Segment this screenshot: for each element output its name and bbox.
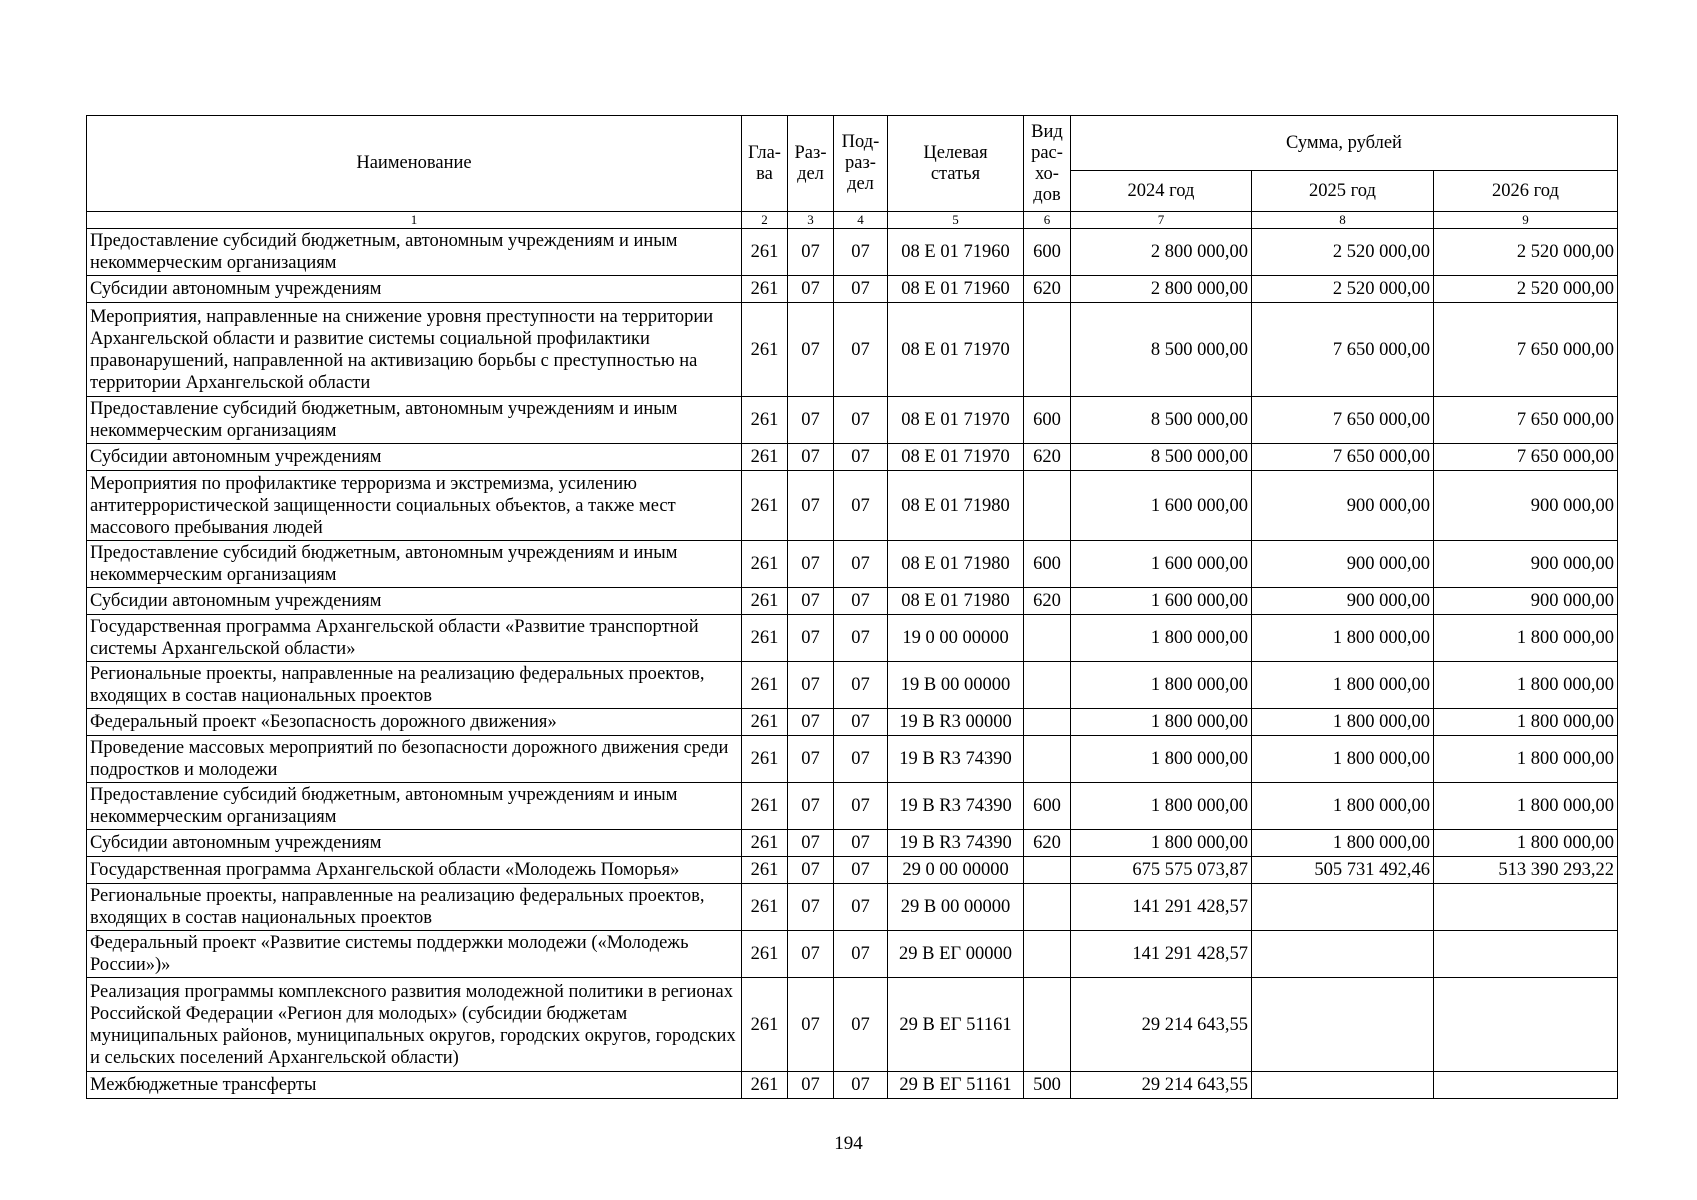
column-number: 6	[1024, 212, 1071, 229]
cell-podrazdel: 07	[834, 541, 888, 588]
page-number: 194	[834, 1133, 863, 1154]
cell-2026: 7 650 000,00	[1434, 444, 1618, 471]
cell-razdel: 07	[788, 662, 834, 709]
cell-razdel: 07	[788, 1072, 834, 1099]
cell-glava: 261	[742, 709, 788, 736]
column-number: 5	[888, 212, 1024, 229]
cell-2026: 1 800 000,00	[1434, 662, 1618, 709]
cell-name: Межбюджетные трансферты	[87, 1072, 742, 1099]
cell-name: Реализация программы комплексного развития молодежной политики в регионах Российской Федерации «Регион для молодых» (субсидии бюджетам муниципальных районов, муниципальных округов, городских округов, городских и сельских поселений Архангельской области)	[87, 978, 742, 1072]
cell-razdel: 07	[788, 444, 834, 471]
cell-2025: 900 000,00	[1252, 471, 1434, 541]
header-2024: 2024 год	[1071, 171, 1252, 212]
header-2025: 2025 год	[1252, 171, 1434, 212]
cell-glava: 261	[742, 931, 788, 978]
cell-2026: 900 000,00	[1434, 588, 1618, 615]
table-row	[87, 1072, 1618, 1099]
cell-vid: 600	[1024, 397, 1071, 444]
cell-name: Предоставление субсидий бюджетным, автономным учреждениям и иным некоммерческим организациям	[87, 397, 742, 444]
table-row	[87, 736, 1618, 783]
column-number: 7	[1071, 212, 1252, 229]
cell-glava: 261	[742, 1072, 788, 1099]
cell-2025: 1 800 000,00	[1252, 709, 1434, 736]
header-2026: 2026 год	[1434, 171, 1618, 212]
cell-glava: 261	[742, 276, 788, 303]
table-row	[87, 709, 1618, 736]
cell-2025: 1 800 000,00	[1252, 783, 1434, 830]
cell-podrazdel: 07	[834, 397, 888, 444]
table-row	[87, 931, 1618, 978]
cell-2024: 141 291 428,57	[1071, 931, 1252, 978]
cell-target: 19 В 00 00000	[888, 662, 1024, 709]
table-row	[87, 615, 1618, 662]
cell-razdel: 07	[788, 541, 834, 588]
cell-2026	[1434, 978, 1618, 1072]
cell-podrazdel: 07	[834, 1072, 888, 1099]
cell-vid: 620	[1024, 588, 1071, 615]
cell-podrazdel: 07	[834, 978, 888, 1072]
cell-name: Субсидии автономным учреждениям	[87, 830, 742, 857]
cell-name: Субсидии автономным учреждениям	[87, 276, 742, 303]
cell-2024: 1 600 000,00	[1071, 471, 1252, 541]
table-row	[87, 662, 1618, 709]
cell-podrazdel: 07	[834, 857, 888, 884]
cell-2025: 1 800 000,00	[1252, 662, 1434, 709]
cell-podrazdel: 07	[834, 736, 888, 783]
cell-razdel: 07	[788, 615, 834, 662]
cell-podrazdel: 07	[834, 709, 888, 736]
cell-name: Федеральный проект «Безопасность дорожного движения»	[87, 709, 742, 736]
cell-glava: 261	[742, 615, 788, 662]
cell-target: 19 В R3 74390	[888, 736, 1024, 783]
cell-2024: 29 214 643,55	[1071, 978, 1252, 1072]
cell-target: 08 Е 01 71980	[888, 588, 1024, 615]
cell-2026: 7 650 000,00	[1434, 397, 1618, 444]
cell-2024: 1 800 000,00	[1071, 662, 1252, 709]
cell-target: 29 В 00 00000	[888, 884, 1024, 931]
cell-podrazdel: 07	[834, 303, 888, 397]
cell-2024: 8 500 000,00	[1071, 303, 1252, 397]
cell-glava: 261	[742, 783, 788, 830]
cell-target: 19 В R3 74390	[888, 783, 1024, 830]
cell-2026: 1 800 000,00	[1434, 709, 1618, 736]
cell-target: 08 Е 01 71960	[888, 276, 1024, 303]
cell-2026: 2 520 000,00	[1434, 276, 1618, 303]
header-razdel: Раз- дел	[788, 116, 834, 212]
cell-target: 19 В R3 00000	[888, 709, 1024, 736]
table-row	[87, 471, 1618, 541]
cell-razdel: 07	[788, 783, 834, 830]
cell-2024: 1 600 000,00	[1071, 541, 1252, 588]
cell-razdel: 07	[788, 830, 834, 857]
cell-glava: 261	[742, 229, 788, 276]
cell-2026	[1434, 931, 1618, 978]
cell-target: 08 Е 01 71980	[888, 471, 1024, 541]
cell-name: Мероприятия, направленные на снижение уровня преступности на территории Архангельской области и развитие системы социальной профилактики правонарушений, направленной на активизацию борьбы с преступностью на территории Архангельской области	[87, 303, 742, 397]
table-row	[87, 978, 1618, 1072]
column-number-row	[87, 212, 1618, 229]
cell-glava: 261	[742, 397, 788, 444]
column-number: 9	[1434, 212, 1618, 229]
cell-name: Мероприятия по профилактике терроризма и экстремизма, усилению антитеррористической защищенности социальных объектов, а также мест массового пребывания людей	[87, 471, 742, 541]
cell-2024: 675 575 073,87	[1071, 857, 1252, 884]
cell-podrazdel: 07	[834, 276, 888, 303]
cell-2024: 8 500 000,00	[1071, 397, 1252, 444]
cell-podrazdel: 07	[834, 471, 888, 541]
cell-2024: 1 800 000,00	[1071, 615, 1252, 662]
cell-glava: 261	[742, 471, 788, 541]
cell-2026: 2 520 000,00	[1434, 229, 1618, 276]
cell-vid: 600	[1024, 541, 1071, 588]
cell-target: 19 В R3 74390	[888, 830, 1024, 857]
cell-2024: 1 800 000,00	[1071, 709, 1252, 736]
cell-vid: 620	[1024, 276, 1071, 303]
cell-2024: 2 800 000,00	[1071, 276, 1252, 303]
cell-2026: 900 000,00	[1434, 471, 1618, 541]
cell-2024: 8 500 000,00	[1071, 444, 1252, 471]
cell-name: Проведение массовых мероприятий по безопасности дорожного движения среди подростков и молодежи	[87, 736, 742, 783]
cell-name: Региональные проекты, направленные на реализацию федеральных проектов, входящих в состав национальных проектов	[87, 662, 742, 709]
cell-2024: 1 800 000,00	[1071, 736, 1252, 783]
cell-2024: 1 600 000,00	[1071, 588, 1252, 615]
header-name: Наименование	[87, 116, 742, 212]
column-number: 3	[788, 212, 834, 229]
column-number: 4	[834, 212, 888, 229]
cell-vid	[1024, 709, 1071, 736]
cell-target: 29 В ЕГ 51161	[888, 1072, 1024, 1099]
cell-2025: 1 800 000,00	[1252, 615, 1434, 662]
table-row	[87, 276, 1618, 303]
cell-podrazdel: 07	[834, 588, 888, 615]
cell-vid	[1024, 736, 1071, 783]
table-body	[87, 229, 1618, 1099]
cell-razdel: 07	[788, 588, 834, 615]
cell-vid	[1024, 978, 1071, 1072]
cell-vid: 500	[1024, 1072, 1071, 1099]
cell-2026: 7 650 000,00	[1434, 303, 1618, 397]
cell-2026: 1 800 000,00	[1434, 615, 1618, 662]
column-number: 2	[742, 212, 788, 229]
cell-2025: 2 520 000,00	[1252, 229, 1434, 276]
cell-vid	[1024, 303, 1071, 397]
cell-2026	[1434, 884, 1618, 931]
cell-vid: 620	[1024, 444, 1071, 471]
table-row	[87, 857, 1618, 884]
cell-target: 08 Е 01 71980	[888, 541, 1024, 588]
table-row	[87, 830, 1618, 857]
cell-razdel: 07	[788, 736, 834, 783]
cell-razdel: 07	[788, 471, 834, 541]
cell-vid	[1024, 931, 1071, 978]
cell-2025	[1252, 931, 1434, 978]
cell-podrazdel: 07	[834, 444, 888, 471]
cell-2025: 2 520 000,00	[1252, 276, 1434, 303]
cell-name: Предоставление субсидий бюджетным, автономным учреждениям и иным некоммерческим организациям	[87, 229, 742, 276]
cell-razdel: 07	[788, 303, 834, 397]
cell-2025: 900 000,00	[1252, 588, 1434, 615]
cell-2024: 29 214 643,55	[1071, 1072, 1252, 1099]
cell-razdel: 07	[788, 229, 834, 276]
cell-name: Региональные проекты, направленные на реализацию федеральных проектов, входящих в состав национальных проектов	[87, 884, 742, 931]
cell-podrazdel: 07	[834, 783, 888, 830]
cell-name: Предоставление субсидий бюджетным, автономным учреждениям и иным некоммерческим организациям	[87, 783, 742, 830]
table-row	[87, 884, 1618, 931]
cell-razdel: 07	[788, 931, 834, 978]
cell-target: 08 Е 01 71970	[888, 397, 1024, 444]
cell-2025	[1252, 978, 1434, 1072]
column-number: 8	[1252, 212, 1434, 229]
cell-name: Государственная программа Архангельской области «Молодежь Поморья»	[87, 857, 742, 884]
cell-glava: 261	[742, 978, 788, 1072]
cell-2025	[1252, 1072, 1434, 1099]
cell-podrazdel: 07	[834, 931, 888, 978]
cell-glava: 261	[742, 541, 788, 588]
cell-name: Субсидии автономным учреждениям	[87, 444, 742, 471]
cell-razdel: 07	[788, 709, 834, 736]
cell-name: Предоставление субсидий бюджетным, автономным учреждениям и иным некоммерческим организациям	[87, 541, 742, 588]
cell-glava: 261	[742, 444, 788, 471]
cell-target: 29 В ЕГ 51161	[888, 978, 1024, 1072]
header-vid: Вид рас- хо- дов	[1024, 116, 1071, 212]
cell-podrazdel: 07	[834, 884, 888, 931]
cell-name: Субсидии автономным учреждениям	[87, 588, 742, 615]
table-row	[87, 397, 1618, 444]
cell-2024: 141 291 428,57	[1071, 884, 1252, 931]
header-glava: Гла- ва	[742, 116, 788, 212]
cell-2024: 1 800 000,00	[1071, 783, 1252, 830]
cell-2026: 1 800 000,00	[1434, 830, 1618, 857]
cell-glava: 261	[742, 662, 788, 709]
cell-2024: 1 800 000,00	[1071, 830, 1252, 857]
cell-name: Государственная программа Архангельской области «Развитие транспортной системы Архангельской области»	[87, 615, 742, 662]
cell-vid	[1024, 884, 1071, 931]
cell-vid	[1024, 857, 1071, 884]
cell-vid: 600	[1024, 229, 1071, 276]
table-row	[87, 783, 1618, 830]
table-row	[87, 588, 1618, 615]
cell-2026: 900 000,00	[1434, 541, 1618, 588]
cell-glava: 261	[742, 857, 788, 884]
cell-target: 29 В ЕГ 00000	[888, 931, 1024, 978]
cell-2024: 2 800 000,00	[1071, 229, 1252, 276]
cell-glava: 261	[742, 884, 788, 931]
cell-target: 19 0 00 00000	[888, 615, 1024, 662]
cell-2026: 513 390 293,22	[1434, 857, 1618, 884]
cell-podrazdel: 07	[834, 830, 888, 857]
cell-target: 08 Е 01 71970	[888, 444, 1024, 471]
cell-target: 08 Е 01 71960	[888, 229, 1024, 276]
cell-glava: 261	[742, 588, 788, 615]
cell-2025: 7 650 000,00	[1252, 397, 1434, 444]
table-row	[87, 444, 1618, 471]
cell-glava: 261	[742, 830, 788, 857]
column-number: 1	[87, 212, 742, 229]
cell-vid	[1024, 615, 1071, 662]
cell-razdel: 07	[788, 857, 834, 884]
cell-vid	[1024, 471, 1071, 541]
cell-2025	[1252, 884, 1434, 931]
cell-razdel: 07	[788, 397, 834, 444]
table-row	[87, 229, 1618, 276]
cell-2025: 900 000,00	[1252, 541, 1434, 588]
cell-2025: 7 650 000,00	[1252, 444, 1434, 471]
cell-glava: 261	[742, 736, 788, 783]
cell-glava: 261	[742, 303, 788, 397]
cell-podrazdel: 07	[834, 662, 888, 709]
header-sum: Сумма, рублей	[1071, 116, 1618, 171]
cell-razdel: 07	[788, 978, 834, 1072]
cell-target: 08 Е 01 71970	[888, 303, 1024, 397]
header-target: Целевая статья	[888, 116, 1024, 212]
cell-2026: 1 800 000,00	[1434, 736, 1618, 783]
table-header	[87, 116, 1618, 229]
header-podrazdel: Под- раз- дел	[834, 116, 888, 212]
cell-vid	[1024, 662, 1071, 709]
cell-2025: 1 800 000,00	[1252, 830, 1434, 857]
table-row	[87, 541, 1618, 588]
table-row	[87, 303, 1618, 397]
cell-razdel: 07	[788, 884, 834, 931]
cell-2026	[1434, 1072, 1618, 1099]
cell-podrazdel: 07	[834, 615, 888, 662]
cell-vid: 620	[1024, 830, 1071, 857]
cell-2026: 1 800 000,00	[1434, 783, 1618, 830]
cell-razdel: 07	[788, 276, 834, 303]
cell-2025: 505 731 492,46	[1252, 857, 1434, 884]
cell-2025: 7 650 000,00	[1252, 303, 1434, 397]
cell-2025: 1 800 000,00	[1252, 736, 1434, 783]
cell-vid: 600	[1024, 783, 1071, 830]
cell-name: Федеральный проект «Развитие системы поддержки молодежи («Молодежь России»)»	[87, 931, 742, 978]
cell-target: 29 0 00 00000	[888, 857, 1024, 884]
budget-table	[86, 115, 1618, 1099]
cell-podrazdel: 07	[834, 229, 888, 276]
